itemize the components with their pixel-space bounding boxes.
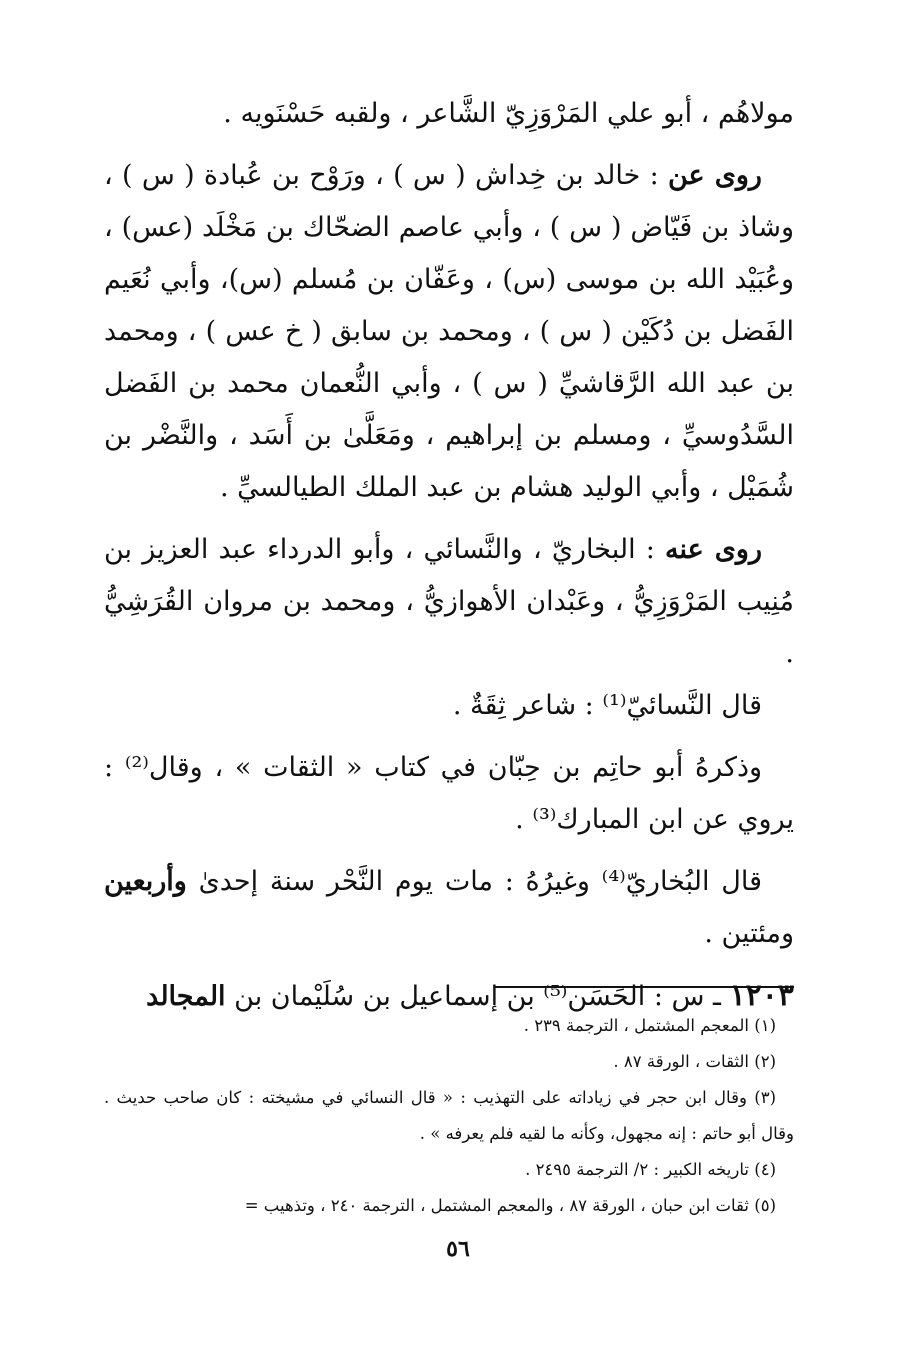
entry-name-bold: المجالد bbox=[146, 981, 226, 1012]
main-text bbox=[104, 88, 794, 1023]
narrated-by-label: روى عنه bbox=[665, 534, 762, 565]
footnote-separator bbox=[494, 986, 794, 988]
narrated-by-text: : البخاريّ ، والنَّسائي ، وأبو الدرداء عبد العزيز بن مُنِيب المَرْوَزِيُّ ، وعَبْدان الأهوازيُّ ، ومحمد بن مروان القُرَشِيُّ . bbox=[104, 534, 794, 669]
footnote-3: (٣) وقال ابن حجر في زياداته على التهذيب : « قال النسائي في مشيخته : كان صاحب حديث . وقال أبو حاتم : إنه مجهول، وكأنه ما لقيه فلم يعرفه » . bbox=[104, 1088, 794, 1143]
narrated-from-label: روى عن bbox=[667, 160, 762, 191]
page-number: ٥٦ bbox=[446, 1236, 470, 1262]
death-date-bold: وأربعين bbox=[104, 866, 187, 897]
footnotes bbox=[104, 1008, 794, 1224]
paragraph-gap bbox=[104, 732, 794, 742]
narrated-by-paragraph bbox=[104, 524, 794, 680]
footnote-5: (٥) ثقات ابن حبان ، الورقة ٨٧ ، والمعجم المشتمل ، الترجمة ٢٤٠ ، وتذهيب = bbox=[244, 1196, 776, 1215]
nasai-quote: قال النَّسائيّ⁽¹⁾ : شاعر ثِقَةٌ . bbox=[452, 690, 762, 721]
opening-line: مولاهُم ، أبو علي المَرْوَزِيّ الشَّاعر ، ولقبه حَسْنَويه . bbox=[223, 98, 794, 129]
ibn-hibban-paragraph: وذكرهُ أبو حاتِم بن حِبّان في كتاب « الثقات » ، وقال⁽²⁾ : يروي عن ابن المبارك⁽³⁾ . bbox=[104, 752, 794, 835]
entry-code: ـ س : bbox=[653, 981, 721, 1012]
footnote-1: (١) المعجم المشتمل ، الترجمة ٢٣٩ . bbox=[523, 1016, 776, 1035]
paragraph-gap bbox=[104, 514, 794, 524]
narrated-from-paragraph bbox=[104, 150, 794, 514]
footnote-2: (٢) الثقات ، الورقة ٨٧ . bbox=[613, 1052, 776, 1071]
death-date-end: ومئتين . bbox=[704, 918, 794, 949]
entry-number: ١٢٠٣ bbox=[729, 978, 794, 1013]
death-date-paragraph bbox=[104, 856, 794, 960]
footnote-4: (٤) تاريخه الكبير : ٢/ الترجمة ٢٤٩٥ . bbox=[525, 1160, 776, 1179]
entry-name: الحَسَن⁽⁵⁾ بن إسماعيل بن سُلَيْمان بن bbox=[234, 981, 646, 1012]
narrated-from-text: : خالد بن خِداش ( س ) ، ورَوْح بن عُبادة ( س ) ، وشاذ بن فَيّاض ( س ) ، وأبي عاصم الضحّاك بن مَخْلَد (عس) ، وعُبَيْد الله بن موسى (س) ، وعَفّان بن مُسلم (س)، وأبي نُعَيم الفَضل بن دُكَيْن ( س ) ، ومحمد بن سابق ( خ عس ) ، ومحمد بن عبد الله الرَّقاشيِّ ( س ) ، وأبي النُّعمان محمد بن الفَضل السَّدُوسيِّ ، ومسلم بن إبراهيم ، ومَعَلَّىٰ بن أَسَد ، والنَّضْر بن شُمَيْل ، وأبي الوليد هشام بن عبد الملك الطيالسيِّ . bbox=[104, 160, 794, 503]
death-date-text: قال البُخاريّ⁽⁴⁾ وغيرُهُ : مات يوم النَّحْر سنة إحدىٰ bbox=[198, 866, 762, 897]
paragraph-gap bbox=[104, 960, 794, 970]
paragraph-gap bbox=[104, 846, 794, 856]
paragraph-gap bbox=[104, 140, 794, 150]
